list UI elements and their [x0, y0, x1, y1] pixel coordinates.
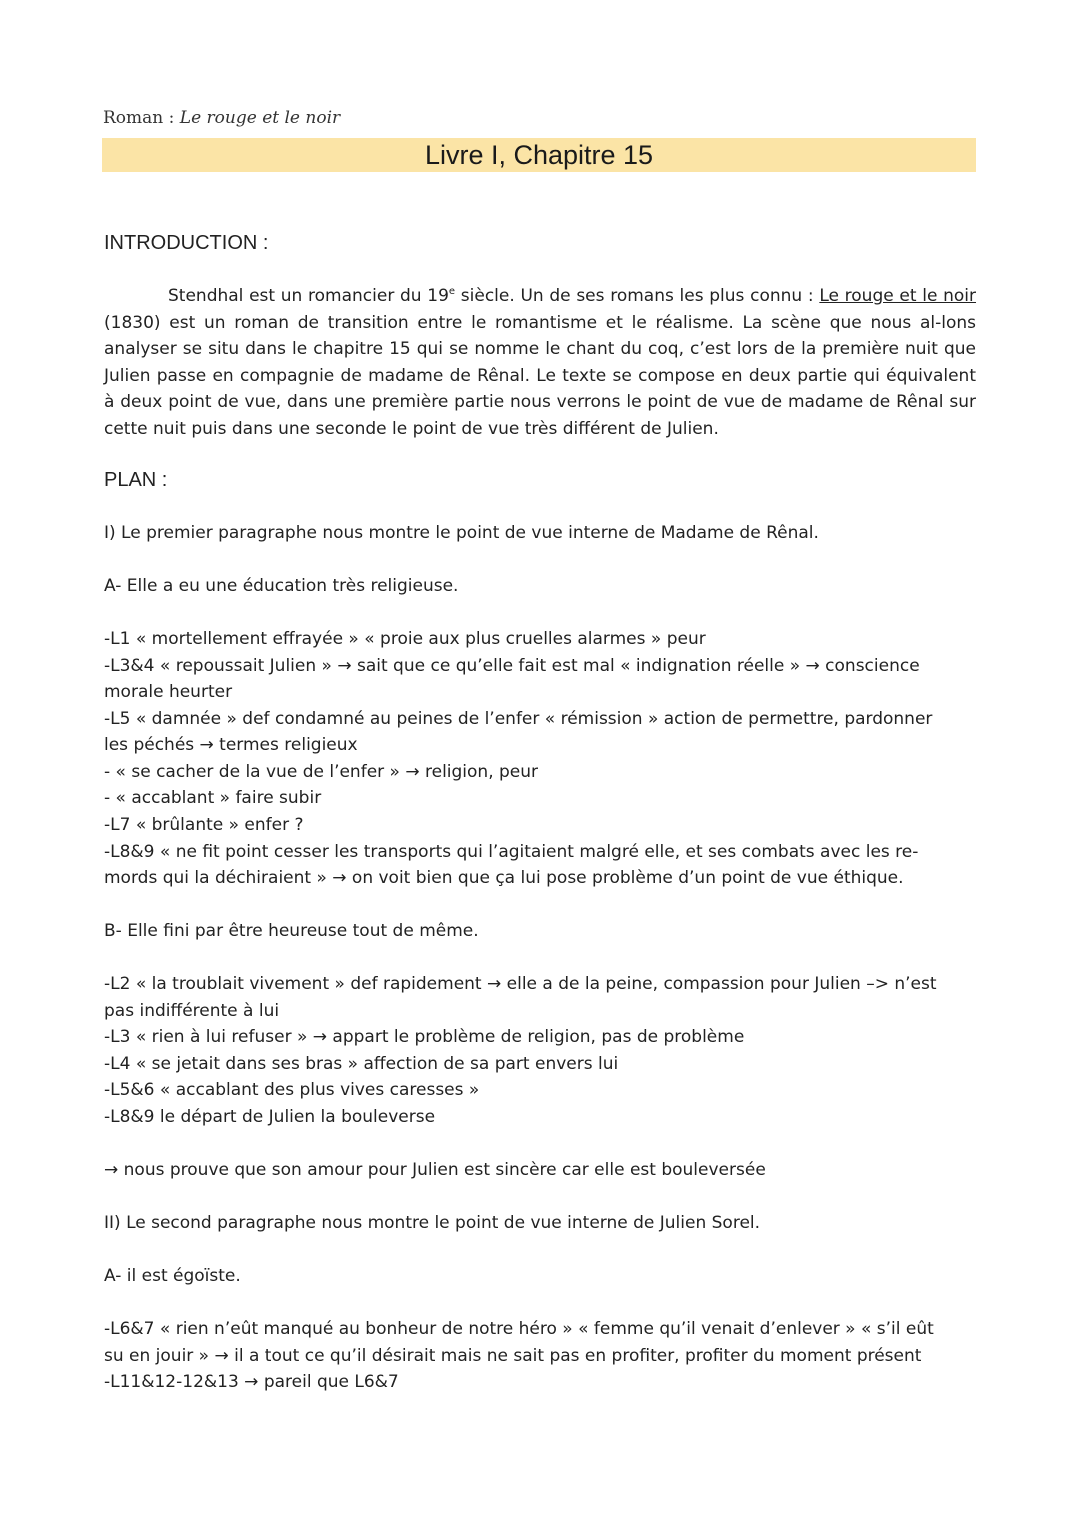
- plan-line: -L8&9 « ne fit point cesser les transports qui l’agitaient malgré elle, et ses combats avec les re-: [104, 842, 919, 862]
- plan-line: pas indifférente à lui: [104, 1001, 280, 1021]
- plan-line: - « accablant » faire subir: [104, 788, 322, 808]
- plan-line: -L1 « mortellement effrayée » « proie aux plus cruelles alarmes » peur: [104, 629, 706, 649]
- plan-line: les péchés → termes religieux: [104, 735, 358, 755]
- plan-line: -L4 « se jetait dans ses bras » affection de sa part envers lui: [104, 1054, 619, 1074]
- intro-text-3: (1830) est un roman de transition entre le romantisme et le réalisme. La scène que nous al-lons analyser se situ dans le chapitre 15 qui se nomme le chant du coq, c’est lors de la première nuit que Julien passe en compagnie de madame de Rênal. Le texte se compose en deux partie qui équivalent à deux point de vue, dans une première partie nous verrons le point de vue de madame de Rênal sur cette nuit puis dans une seconde le point de vue très différent de Julien.: [104, 312, 976, 439]
- intro-text-2: siècle. Un de ses romans les plus connu :: [455, 286, 820, 306]
- introduction-heading: INTRODUCTION :: [104, 232, 269, 254]
- header-book-title: Le rouge et le noir: [179, 108, 341, 128]
- plan-line: -L11&12-12&13 → pareil que L6&7: [104, 1372, 399, 1392]
- plan-line: morale heurter: [104, 682, 233, 702]
- plan-line: B- Elle fini par être heureuse tout de même.: [104, 921, 479, 941]
- intro-book-title: Le rouge et le noir: [819, 286, 977, 306]
- introduction-paragraph: [104, 283, 976, 443]
- plan-line: → nous prouve que son amour pour Julien est sincère car elle est bouleversée: [104, 1160, 766, 1180]
- plan-line: -L5&6 « accablant des plus vives caresses »: [104, 1080, 480, 1100]
- plan-line: mords qui la déchiraient » → on voit bien que ça lui pose problème d’un point de vue éthique.: [104, 868, 904, 888]
- document-header: [103, 108, 340, 128]
- plan-line: I) Le premier paragraphe nous montre le point de vue interne de Madame de Rênal.: [104, 523, 819, 543]
- intro-sup: e: [448, 286, 456, 297]
- plan-line: -L6&7 « rien n’eût manqué au bonheur de notre héro » « femme qu’il venait d’enlever » « s’il eût: [104, 1319, 934, 1339]
- plan-line: -L2 « la troublait vivement » def rapidement → elle a de la peine, compassion pour Julien –> n’est: [104, 974, 937, 994]
- plan-line: - « se cacher de la vue de l’enfer » → religion, peur: [104, 762, 539, 782]
- chapter-title: Livre I, Chapitre 15: [102, 138, 976, 172]
- plan-line: II) Le second paragraphe nous montre le point de vue interne de Julien Sorel.: [104, 1213, 761, 1233]
- plan-line: -L5 « damnée » def condamné au peines de l’enfer « rémission » action de permettre, pardonner: [104, 709, 933, 729]
- plan-heading: PLAN :: [104, 469, 168, 491]
- plan-line: A- Elle a eu une éducation très religieuse.: [104, 576, 459, 596]
- plan-line: -L7 « brûlante » enfer ?: [104, 815, 304, 835]
- plan-line: -L3 « rien à lui refuser » → appart le problème de religion, pas de problème: [104, 1027, 745, 1047]
- plan-line: su en jouir » → il a tout ce qu’il désirait mais ne sait pas en profiter, profiter du moment présent: [104, 1346, 922, 1366]
- intro-text-1: Stendhal est un romancier du 19: [168, 286, 449, 306]
- plan-line: A- il est égoïste.: [104, 1266, 241, 1286]
- plan-line: -L8&9 le départ de Julien la bouleverse: [104, 1107, 436, 1127]
- plan-line: -L3&4 « repoussait Julien » → sait que ce qu’elle fait est mal « indignation réelle » → conscience: [104, 656, 920, 676]
- header-prefix: Roman :: [103, 108, 180, 128]
